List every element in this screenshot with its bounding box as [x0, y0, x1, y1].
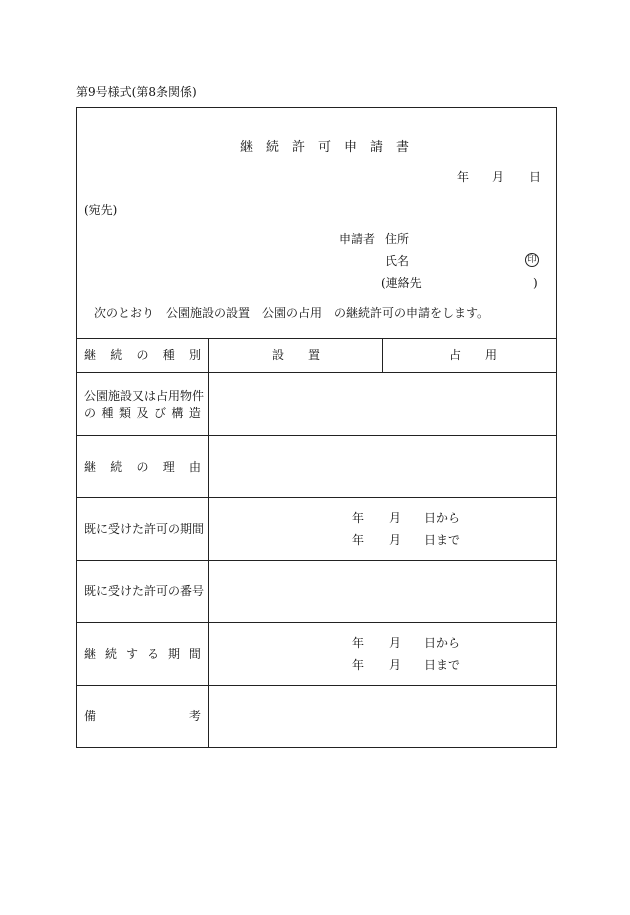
- type-label-char: の: [136, 348, 149, 362]
- remarks-label-char: 備: [84, 709, 97, 723]
- applicant-label: 申請者: [339, 232, 376, 246]
- cont-from-year: 年: [352, 636, 365, 650]
- kind-label-char: 種: [101, 406, 114, 420]
- reason-label: [84, 461, 201, 473]
- prev-to-day: 日まで: [424, 533, 461, 547]
- prev-to-month: 月: [389, 533, 402, 547]
- addressee: (宛先): [84, 203, 118, 217]
- prev-period-label: 既に受けた許可の期間: [84, 522, 205, 536]
- row-divider: [76, 435, 557, 436]
- label-column-divider: [208, 338, 209, 748]
- seal-mark: 印: [525, 253, 539, 267]
- date-month: 月: [492, 170, 505, 184]
- form-title: 継 続 許 可 申 請 書: [240, 140, 410, 155]
- cont-period-label-char: 期: [167, 647, 180, 661]
- type-column-divider: [382, 338, 383, 372]
- type-label-char: 別: [188, 348, 201, 362]
- cont-period-label-char: る: [146, 647, 159, 661]
- prev-from-year: 年: [352, 511, 365, 525]
- cont-to-month: 月: [389, 658, 402, 672]
- reason-label-char: 由: [188, 460, 201, 474]
- kind-label-char: 及: [136, 406, 149, 420]
- name-label: 氏名: [385, 254, 410, 268]
- kind-label-char: び: [153, 406, 166, 420]
- date-year: 年: [457, 170, 470, 184]
- type-label-char: 継: [84, 348, 97, 362]
- prev-to-year: 年: [352, 533, 365, 547]
- type-label-char: 続: [110, 348, 123, 362]
- contact-open: (連絡先: [381, 276, 422, 290]
- prev-from-month: 月: [389, 511, 402, 525]
- type-label-char: 種: [162, 348, 175, 362]
- type-label: [84, 349, 201, 361]
- kind-label-char: 造: [188, 406, 201, 420]
- row-divider: [76, 372, 557, 373]
- address-label: 住所: [385, 232, 410, 246]
- cont-to-day: 日まで: [424, 658, 461, 672]
- reason-label-char: 理: [162, 460, 175, 474]
- application-statement: 次のとおり 公園施設の設置 公園の占用 の継続許可の申請をします。: [94, 306, 490, 320]
- row-divider: [76, 622, 557, 623]
- remarks-label: [84, 710, 201, 722]
- contact-close: ): [533, 276, 538, 290]
- kind-label-char: の: [84, 406, 97, 420]
- type-option-install: 設 置: [272, 348, 321, 362]
- reason-label-char: 続: [110, 460, 123, 474]
- row-divider: [76, 560, 557, 561]
- cont-period-label-char: 間: [188, 647, 201, 661]
- prev-number-label: 既に受けた許可の番号: [84, 584, 205, 598]
- remarks-label-char: 考: [188, 709, 201, 723]
- cont-from-month: 月: [389, 636, 402, 650]
- cont-period-label-char: 続: [104, 647, 117, 661]
- kind-label-line1: 公園施設又は占用物件: [84, 389, 205, 403]
- cont-period-label-char: す: [125, 647, 138, 661]
- cont-period-label: [84, 648, 201, 660]
- cont-from-day: 日から: [424, 636, 461, 650]
- date-day: 日: [529, 170, 542, 184]
- row-divider: [76, 497, 557, 498]
- kind-label-char: 類: [118, 406, 131, 420]
- prev-from-day: 日から: [424, 511, 461, 525]
- kind-label-line2: [84, 407, 201, 419]
- cont-to-year: 年: [352, 658, 365, 672]
- kind-label-char: 構: [171, 406, 184, 420]
- reason-label-char: 継: [84, 460, 97, 474]
- row-divider: [76, 338, 557, 339]
- form-number: 第9号様式(第8条関係): [76, 85, 197, 99]
- row-divider: [76, 685, 557, 686]
- type-option-occupy: 占 用: [449, 348, 498, 362]
- cont-period-label-char: 継: [84, 647, 97, 661]
- reason-label-char: の: [136, 460, 149, 474]
